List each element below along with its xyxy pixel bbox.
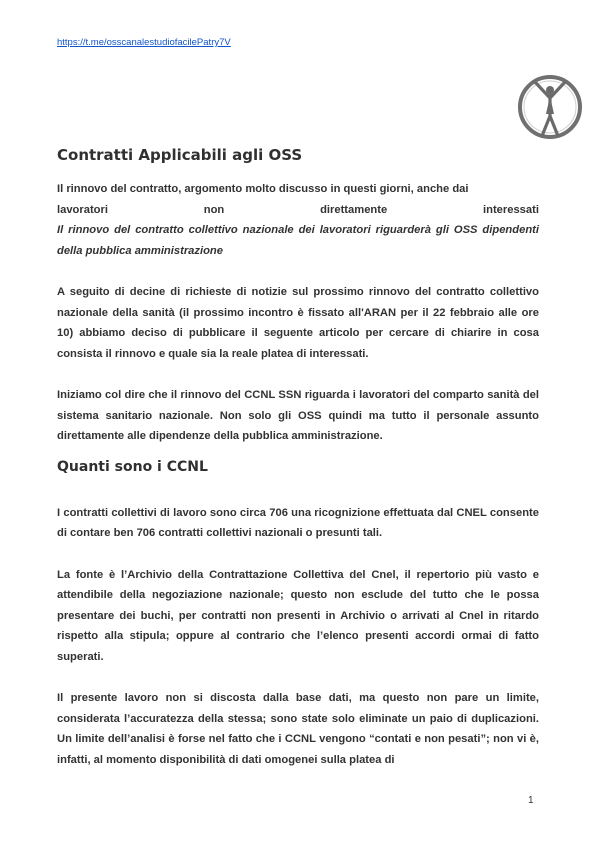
intro-spread-line xyxy=(57,200,539,221)
article-body xyxy=(57,146,539,770)
intro-line: Il rinnovo del contratto, argomento molto discusso in questi giorni, anche dai xyxy=(57,183,469,195)
paragraph: La fonte è l’Archivio della Contrattazione Collettiva del Cnel, il repertorio più vasto e attendibile della negoziazione nazionale; questo non esclude del tutto che le possa presentare dei buchi, per contratti non presenti in Archivio o arrivati al Cnel in ritardo rispetto alla stipula; oppure al contrario che l’elenco presenti accordi ormai di fatto superati. xyxy=(57,568,539,663)
intro-word: interessati xyxy=(483,203,539,216)
intro-word: direttamente xyxy=(320,203,388,216)
page-number: 1 xyxy=(528,795,534,806)
section-heading: Quanti sono i CCNL xyxy=(57,458,208,475)
intro-word: non xyxy=(203,203,225,216)
paragraph: A seguito di decine di richieste di notizie sul prossimo rinnovo del contratto collettivo nazionale della sanità (il prossimo incontro è fissato all'ARAN per il 22 febbraio alle ore 10) abbiamo deciso di pubblicare il seguente articolo per cercare di chiarire in cosa consista il rinnovo e quale sia la reale platea di interessati. xyxy=(57,286,539,360)
paragraph: I contratti collettivi di lavoro sono circa 706 una ricognizione effettuata dal CNEL consente di contare ben 706 contratti collettivi nazionali o presunti tali. xyxy=(57,506,539,539)
page-title: Contratti Applicabili agli OSS xyxy=(57,146,303,164)
paragraph: Il presente lavoro non si discosta dalla base dati, ma questo non pare un limite, considerata l’accuratezza della stessa; sono state solo eliminate un paio di duplicazioni. Un limite dell’analisi è forse nel fatto che i CCNL vengono “contati e non pesati”; non vi è, infatti, al momento disponibilità di dati omogenei sulla platea di xyxy=(57,692,539,766)
intro-word: lavoratori xyxy=(57,203,108,216)
paragraph: Iniziamo col dire che il rinnovo del CCNL SSN riguarda i lavoratori del comparto sanità del sistema sanitario nazionale. Non solo gli OSS quindi ma tutto il personale assunto direttamente alle dipendenze della pubblica amministrazione. xyxy=(57,389,539,442)
telegram-link[interactable]: https://t.me/osscanalestudiofacilePatry7V xyxy=(57,37,231,48)
circle-figure-logo xyxy=(517,70,583,144)
intro-italic-subtitle: Il rinnovo del contratto collettivo nazionale dei lavoratori riguarderà gli OSS dipendenti della pubblica amministrazione xyxy=(57,224,539,257)
